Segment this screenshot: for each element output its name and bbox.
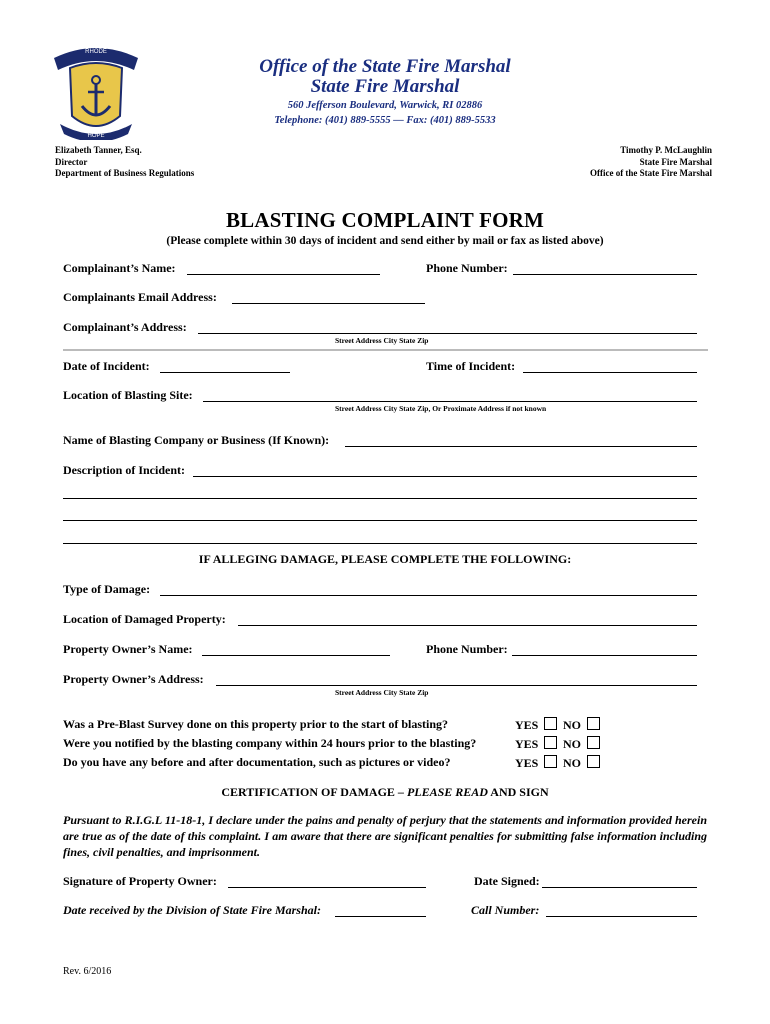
marshal-block [590,145,712,180]
yes-checkbox-3[interactable] [544,755,557,768]
certification-heading-text: CERTIFICATION OF DAMAGE – [221,785,407,799]
yes-label-1: YES [515,718,539,732]
director-block [55,145,194,180]
certification-text: Pursuant to R.I.G.L 11-18-1, I declare under the pains and penalty of perjury that the statements and information provided herein are true as of the date of this complaint. I am aware that there are significant penalties for submitting false information including fines, civil penalties, and imprisonment. [63,813,707,859]
signature-field[interactable] [228,887,426,888]
description-field-1[interactable] [193,476,697,477]
certification-and-sign: AND SIGN [487,785,549,799]
complainant-name-field[interactable] [187,274,380,275]
director-department: Department of Business Regulations [55,168,195,178]
certification-heading [0,785,770,800]
question-documentation: Do you have any before and after documentation, such as pictures or video? [63,755,451,769]
question-notified: Were you notified by the blasting company within 24 hours prior to the blasting? [63,736,477,750]
office-address: 560 Jefferson Boulevard, Warwick, RI 02886 [287,100,483,111]
description-label: Description of Incident: [63,463,185,477]
svg-text:HOPE: HOPE [87,133,105,139]
question-pre-blast: Was a Pre-Blast Survey done on this property prior to the start of blasting? [63,717,449,731]
yes-label-3: YES [515,756,539,770]
owner-phone-label: Phone Number: [426,642,508,656]
marshal-title: State Fire Marshal [639,156,712,167]
time-of-incident-label: Time of Incident: [426,359,516,373]
email-field[interactable] [232,303,425,304]
director-name: Elizabeth Tanner, Esq. [55,145,142,155]
section-divider [63,349,708,351]
form-title: BLASTING COMPLAINT FORM [225,208,545,232]
office-title: Office of the State Fire Marshal [259,56,511,77]
description-field-2[interactable] [63,498,697,499]
date-of-incident-label: Date of Incident: [63,359,150,373]
revision-label: Rev. 6/2016 [63,966,112,977]
owner-address-hint: Street Address City State Zip [335,688,429,697]
no-label-3: NO [563,756,581,770]
phone-number-label: Phone Number: [426,261,508,275]
no-label-2: NO [563,737,581,751]
location-site-field[interactable] [203,401,697,402]
owner-phone-field[interactable] [512,655,697,656]
no-checkbox-2[interactable] [587,736,600,749]
description-field-4[interactable] [63,543,697,544]
location-damaged-label: Location of Damaged Property: [63,612,226,626]
svg-text:RHODE: RHODE [85,49,107,55]
complainant-address-field[interactable] [198,333,697,334]
owner-address-field[interactable] [216,685,697,686]
time-of-incident-field[interactable] [523,372,697,373]
email-label: Complainants Email Address: [63,290,217,304]
certification-please-read: PLEASE READ [406,785,488,799]
marshal-office: Office of the State Fire Marshal [589,168,712,178]
type-damage-label: Type of Damage: [63,582,151,596]
company-name-field[interactable] [345,446,697,447]
damage-heading: IF ALLEGING DAMAGE, PLEASE COMPLETE THE FOLLOWING: [198,552,572,566]
date-received-field[interactable] [335,916,426,917]
company-name-label: Name of Blasting Company or Business (If Known): [63,433,330,447]
office-subtitle: State Fire Marshal [310,76,460,97]
form-instructions: (Please complete within 30 days of incident and send either by mail or fax as listed above) [166,235,604,247]
date-signed-field[interactable] [542,887,697,888]
no-label-1: NO [563,718,581,732]
description-field-3[interactable] [63,520,697,521]
marshal-name: Timothy P. McLaughlin [620,145,712,155]
office-phone-fax: Telephone: (401) 889-5555 — Fax: (401) 889-5533 [274,115,496,126]
location-hint: Street Address City State Zip, Or Proximate Address if not known [335,404,547,413]
no-checkbox-1[interactable] [587,717,600,730]
director-title: Director [55,156,88,167]
phone-number-field[interactable] [513,274,697,275]
complainant-name-label: Complainant’s Name: [63,261,176,275]
location-site-label: Location of Blasting Site: [63,388,193,402]
yes-label-2: YES [515,737,539,751]
complainant-address-label: Complainant’s Address: [63,320,187,334]
date-of-incident-field[interactable] [160,372,290,373]
yes-checkbox-2[interactable] [544,736,557,749]
date-received-label: Date received by the Division of State Fire Marshal: [63,903,321,917]
type-damage-field[interactable] [160,595,697,596]
call-number-field[interactable] [546,916,697,917]
no-checkbox-3[interactable] [587,755,600,768]
owner-address-label: Property Owner’s Address: [63,672,204,686]
location-damaged-field[interactable] [238,625,697,626]
owner-name-label: Property Owner’s Name: [63,642,193,656]
call-number-label: Call Number: [471,903,540,917]
owner-name-field[interactable] [202,655,390,656]
yes-checkbox-1[interactable] [544,717,557,730]
signature-label: Signature of Property Owner: [63,874,217,888]
address-hint: Street Address City State Zip [335,336,429,345]
date-signed-label: Date Signed: [474,874,540,888]
